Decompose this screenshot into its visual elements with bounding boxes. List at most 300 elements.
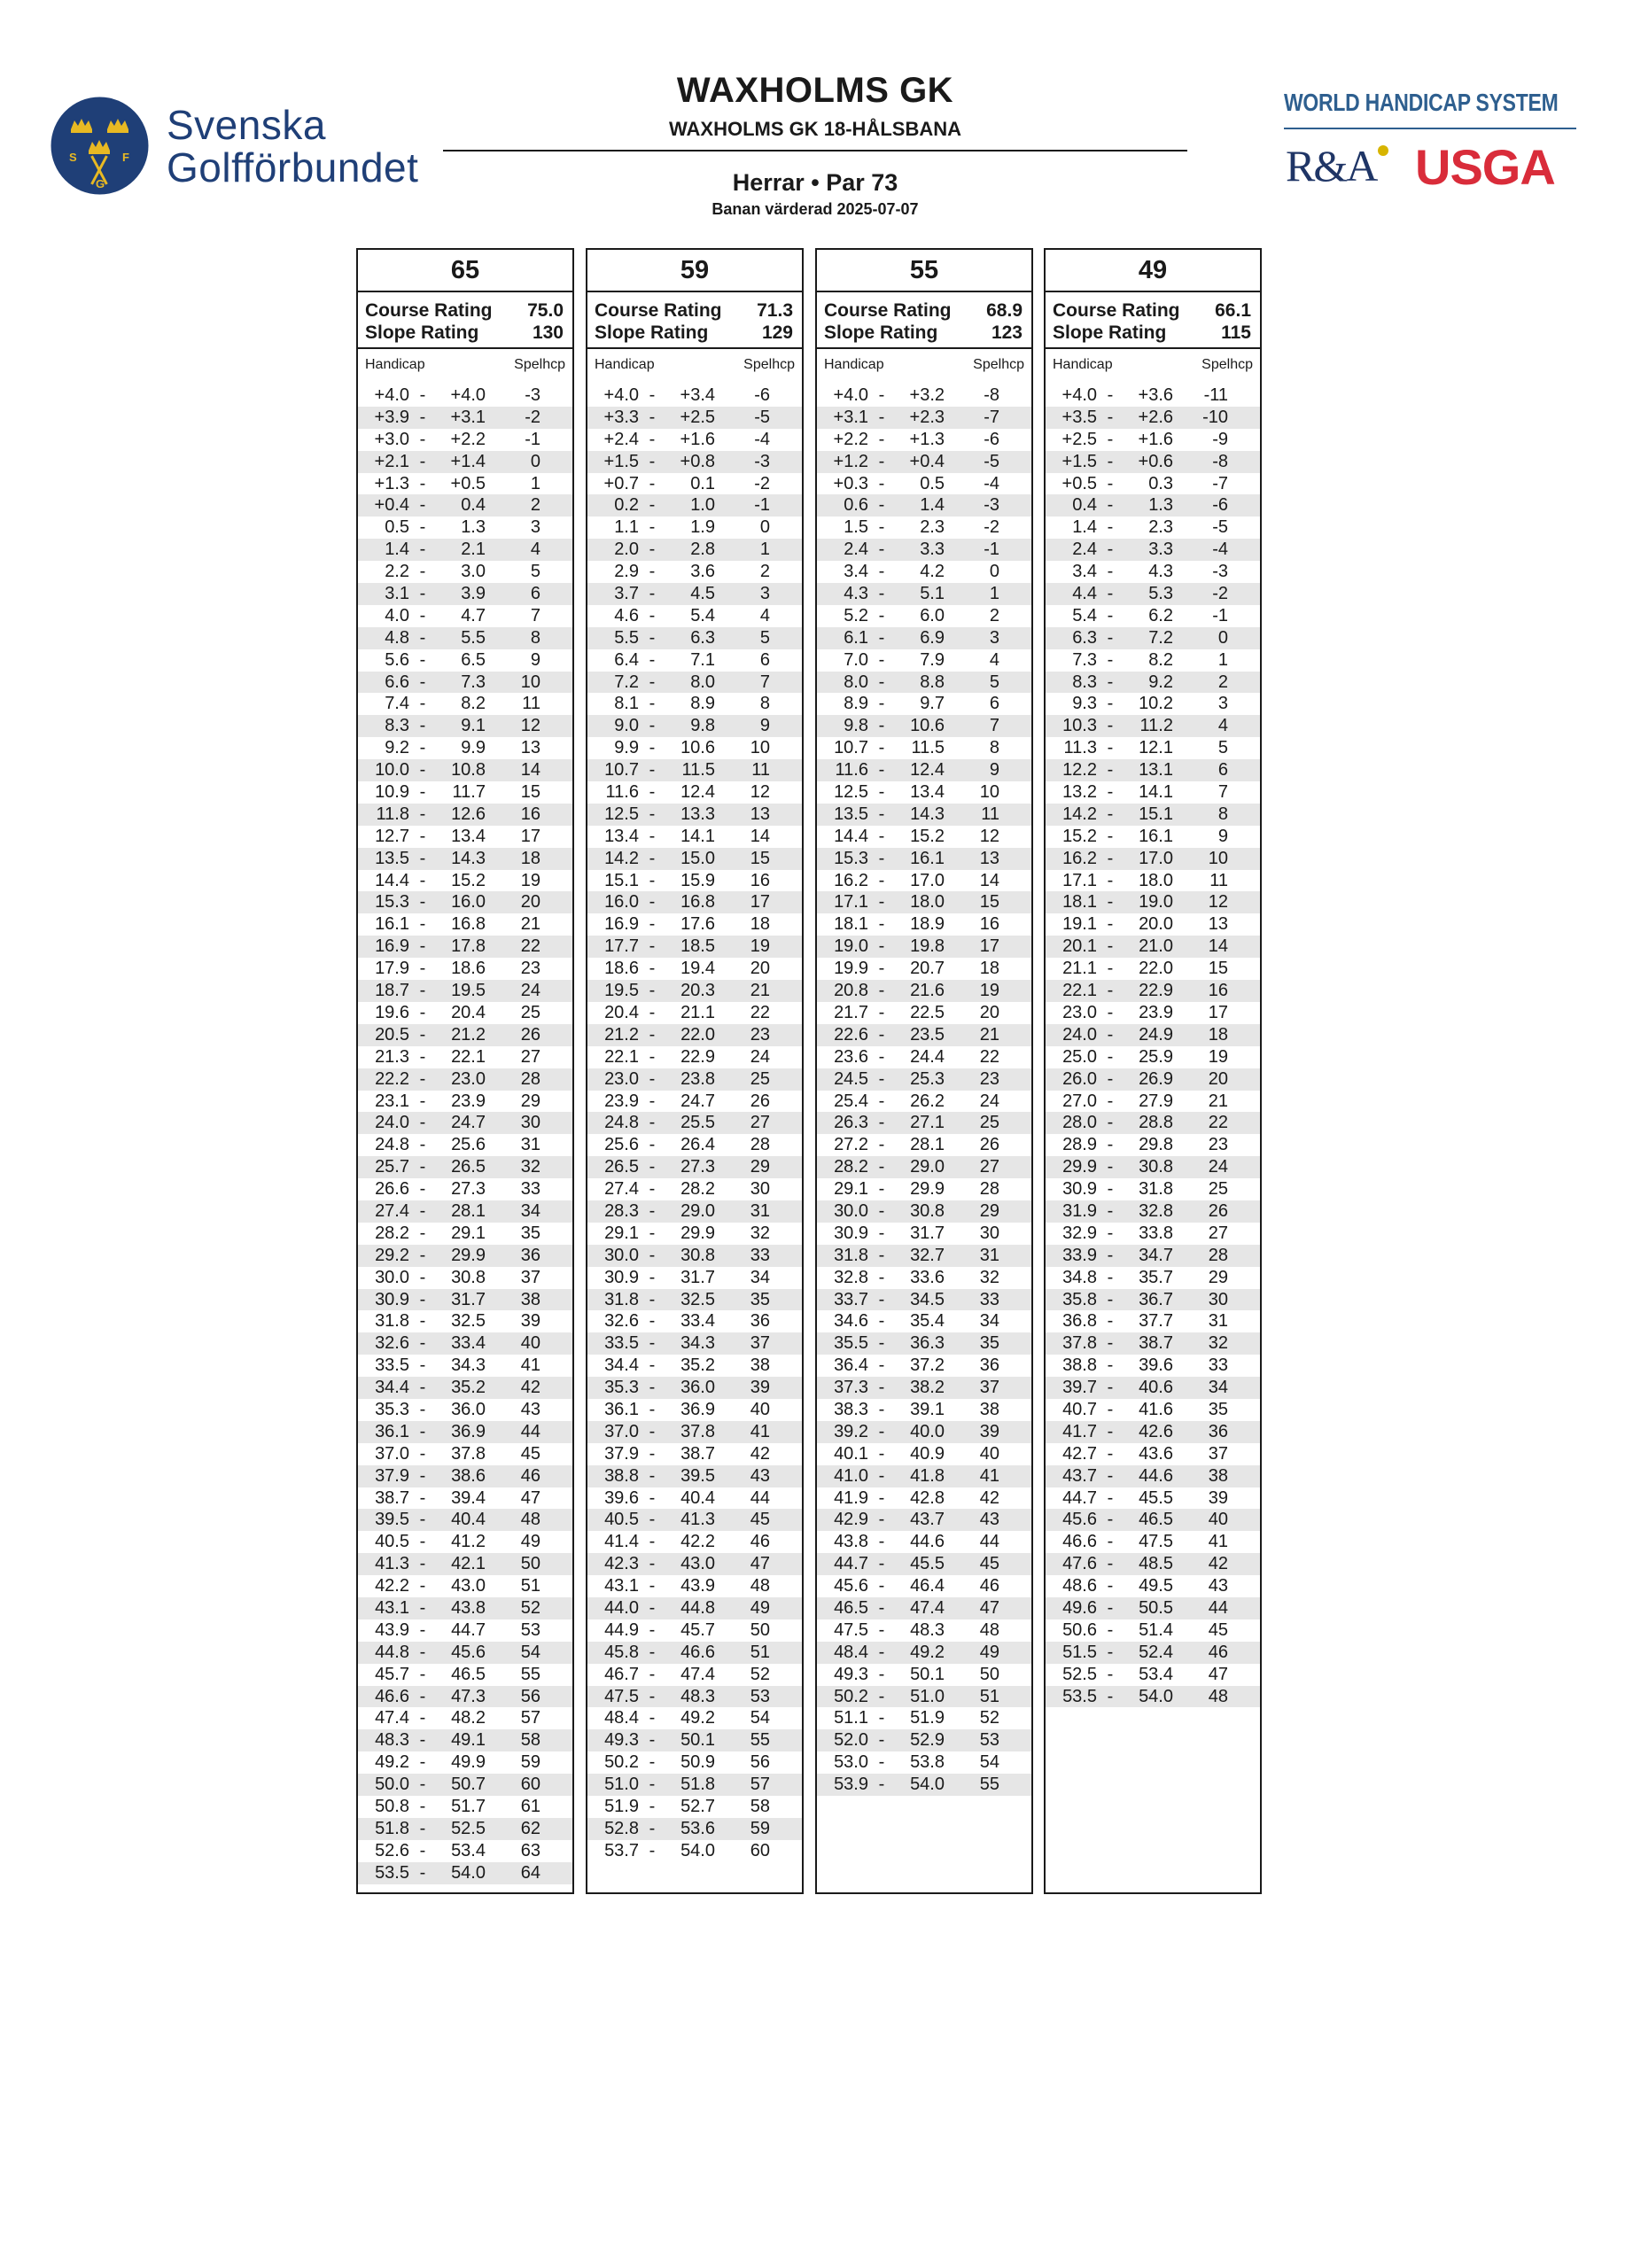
range-dash: - <box>878 517 885 538</box>
handicap-to: 41.3 <box>680 1510 715 1530</box>
table-row <box>587 1399 802 1421</box>
range-dash: - <box>649 1311 656 1332</box>
table-row <box>587 1796 802 1818</box>
playing-handicap: 35 <box>750 1289 770 1309</box>
handicap-from: 18.7 <box>375 981 409 1001</box>
handicap-to: 27.1 <box>910 1113 945 1133</box>
range-dash: - <box>649 1378 656 1398</box>
table-row <box>358 1619 572 1642</box>
table-row <box>817 1267 1031 1289</box>
handicap-to: 43.0 <box>451 1576 486 1596</box>
playing-handicap: 52 <box>979 1708 999 1728</box>
table-row <box>587 1245 802 1267</box>
range-dash: - <box>419 914 426 935</box>
range-dash: - <box>649 1532 656 1552</box>
playing-handicap: 13 <box>1208 914 1228 935</box>
playing-handicap: 52 <box>750 1664 770 1684</box>
playing-handicap: 41 <box>520 1355 540 1376</box>
handicap-from: 0.5 <box>385 517 409 538</box>
handicap-from: 5.6 <box>385 649 409 670</box>
playing-handicap: 54 <box>979 1752 999 1773</box>
table-row <box>1046 605 1260 627</box>
handicap-to: 54.0 <box>451 1862 486 1883</box>
range-dash: - <box>649 1642 656 1662</box>
handicap-to: 29.0 <box>680 1200 715 1221</box>
handicap-to: 10.8 <box>451 760 486 781</box>
playing-handicap: 7 <box>530 605 540 625</box>
handicap-to: 0.5 <box>920 473 945 493</box>
playing-handicap: 14 <box>750 826 770 846</box>
handicap-to: 53.4 <box>1139 1664 1173 1684</box>
handicap-to: 19.5 <box>451 981 486 1001</box>
range-dash: - <box>649 716 656 736</box>
table-row <box>587 1443 802 1465</box>
handicap-to: 45.6 <box>451 1642 486 1662</box>
playing-handicap: 0 <box>1217 627 1228 648</box>
handicap-to: 51.7 <box>451 1797 486 1816</box>
playing-handicap: 34 <box>979 1311 999 1332</box>
handicap-to: 43.7 <box>910 1510 945 1530</box>
range-dash: - <box>1107 672 1114 692</box>
playing-handicap: 38 <box>520 1289 540 1309</box>
playing-handicap: -7 <box>1212 473 1228 493</box>
handicap-to: 15.2 <box>451 870 486 890</box>
handicap-from: 13.5 <box>834 804 868 824</box>
table-row <box>358 693 572 715</box>
table-row <box>358 1796 572 1818</box>
range-dash: - <box>1107 716 1114 736</box>
handicap-from: 2.9 <box>614 562 639 582</box>
handicap-to: 9.8 <box>690 716 715 736</box>
handicap-to: 25.6 <box>451 1135 486 1155</box>
table-row <box>817 672 1031 694</box>
handicap-from: 4.8 <box>385 627 409 648</box>
playing-handicap: 16 <box>979 914 999 935</box>
range-dash: - <box>649 1576 656 1596</box>
range-dash: - <box>1107 1619 1114 1640</box>
range-dash: - <box>649 870 656 890</box>
table-row <box>817 1332 1031 1355</box>
handicap-from: 51.5 <box>1062 1642 1097 1662</box>
handicap-from: 10.9 <box>375 782 409 803</box>
range-dash: - <box>1107 1642 1114 1662</box>
handicap-from: 28.3 <box>604 1200 639 1221</box>
table-row <box>1046 1465 1260 1487</box>
playing-handicap: 49 <box>979 1642 999 1662</box>
range-dash: - <box>649 936 656 957</box>
handicap-from: 42.2 <box>375 1576 409 1596</box>
range-dash: - <box>878 760 885 781</box>
handicap-from: 19.1 <box>1062 914 1097 935</box>
handicap-from: 43.1 <box>604 1576 639 1596</box>
playing-handicap: 14 <box>520 760 540 781</box>
table-row <box>817 627 1031 649</box>
playing-handicap: 10 <box>979 782 999 803</box>
range-dash: - <box>649 1708 656 1728</box>
handicap-to: 19.4 <box>680 959 715 979</box>
handicap-to: 16.1 <box>910 848 945 868</box>
table-row <box>587 1091 802 1113</box>
seal-letter-g: G <box>96 177 105 190</box>
playing-handicap: -1 <box>525 429 540 449</box>
handicap-to: 37.2 <box>910 1355 945 1376</box>
playing-handicap: -10 <box>1202 407 1228 427</box>
handicap-from: 20.4 <box>604 1002 639 1022</box>
range-dash: - <box>878 1333 885 1354</box>
range-dash: - <box>1107 540 1114 560</box>
handicap-from: 13.4 <box>604 826 639 846</box>
playing-handicap: 31 <box>1208 1311 1228 1332</box>
table-row <box>358 1840 572 1862</box>
playing-handicap: 49 <box>520 1532 540 1552</box>
playing-handicap: -4 <box>1212 540 1228 560</box>
handicap-to: 40.0 <box>910 1421 945 1441</box>
table-row <box>358 1178 572 1200</box>
table-row <box>587 848 802 870</box>
handicap-from: 25.7 <box>375 1157 409 1177</box>
handicap-to: 29.0 <box>910 1157 945 1177</box>
range-dash: - <box>419 804 426 824</box>
range-dash: - <box>419 1311 426 1332</box>
course-rating-label: Course Rating <box>365 300 493 321</box>
handicap-to: 13.4 <box>910 782 945 803</box>
playing-handicap: 48 <box>520 1510 540 1530</box>
handicap-to: 22.1 <box>451 1046 486 1067</box>
table-row <box>358 1509 572 1531</box>
handicap-to: 49.2 <box>680 1708 715 1728</box>
table-row <box>817 1200 1031 1223</box>
playing-handicap: 5 <box>989 672 999 692</box>
handicap-from: 22.6 <box>834 1024 868 1045</box>
playing-handicap: 42 <box>1208 1554 1228 1574</box>
sgf-wordmark-line1: Svenska <box>167 102 326 148</box>
handicap-to: 14.3 <box>910 804 945 824</box>
handicap-to: 18.5 <box>680 936 715 957</box>
range-dash: - <box>649 1752 656 1773</box>
range-dash: - <box>878 584 885 604</box>
handicap-to: 11.7 <box>452 782 486 803</box>
handicap-from: 33.5 <box>375 1355 409 1376</box>
slope-rating-line <box>365 322 564 344</box>
range-dash: - <box>649 605 656 625</box>
table-row <box>358 891 572 913</box>
table-row <box>358 1707 572 1729</box>
handicap-to: 34.3 <box>680 1333 715 1354</box>
handicap-from: 28.2 <box>834 1157 868 1177</box>
range-dash: - <box>419 1686 426 1706</box>
playing-handicap: 20 <box>520 892 540 913</box>
table-row <box>358 1465 572 1487</box>
handicap-from: 16.0 <box>604 892 639 913</box>
handicap-to: 3.6 <box>690 562 715 582</box>
playing-handicap: 53 <box>979 1730 999 1751</box>
range-dash: - <box>878 716 885 736</box>
handicap-to: 36.7 <box>1139 1289 1173 1309</box>
playing-handicap: 2 <box>1217 672 1228 692</box>
handicap-from: 20.5 <box>375 1024 409 1045</box>
handicap-from: 49.3 <box>604 1730 639 1751</box>
table-row <box>587 1223 802 1245</box>
handicap-to: 15.0 <box>680 848 715 868</box>
playing-handicap: 36 <box>520 1245 540 1265</box>
table-row <box>817 1774 1031 1796</box>
range-dash: - <box>1107 1378 1114 1398</box>
playing-handicap-header: Spelhcp <box>973 357 1024 372</box>
ra-logo: R&A <box>1286 141 1377 190</box>
range-dash: - <box>419 1576 426 1596</box>
range-dash: - <box>1107 1443 1114 1464</box>
range-dash: - <box>649 672 656 692</box>
handicap-to: 22.0 <box>1139 959 1173 979</box>
playing-handicap: 17 <box>1208 1002 1228 1022</box>
handicap-to: 44.6 <box>910 1532 945 1552</box>
table-row <box>1046 1289 1260 1311</box>
handicap-to: 51.4 <box>1139 1619 1173 1640</box>
title-block <box>443 71 1187 219</box>
handicap-to: 29.9 <box>680 1223 715 1243</box>
handicap-to: 52.4 <box>1139 1642 1173 1662</box>
playing-handicap: 13 <box>520 738 540 758</box>
range-dash: - <box>649 1135 656 1155</box>
handicap-to: 27.3 <box>680 1157 715 1177</box>
range-dash: - <box>1107 981 1114 1001</box>
playing-handicap: 18 <box>750 914 770 935</box>
table-row <box>587 1421 802 1443</box>
table-row <box>1046 583 1260 605</box>
playing-handicap: 54 <box>750 1708 770 1728</box>
playing-handicap: 26 <box>1208 1200 1228 1221</box>
handicap-from: 33.7 <box>834 1289 868 1309</box>
handicap-to: 22.9 <box>680 1046 715 1067</box>
range-dash: - <box>1107 1333 1114 1354</box>
handicap-from: 9.3 <box>1072 694 1097 714</box>
range-dash: - <box>649 760 656 781</box>
playing-handicap: 23 <box>750 1024 770 1045</box>
table-row <box>358 1355 572 1377</box>
range-dash: - <box>649 892 656 913</box>
playing-handicap: 50 <box>979 1664 999 1684</box>
handicap-to: 0.4 <box>461 495 486 516</box>
table-row <box>587 1597 802 1619</box>
playing-handicap: 32 <box>750 1223 770 1243</box>
handicap-from: 32.6 <box>375 1333 409 1354</box>
handicap-from: 39.2 <box>834 1421 868 1441</box>
playing-handicap: 24 <box>979 1091 999 1111</box>
handicap-to: 50.9 <box>680 1752 715 1773</box>
table-row <box>358 1310 572 1332</box>
handicap-from: 41.4 <box>604 1532 639 1552</box>
handicap-to: 4.7 <box>461 605 486 625</box>
table-row <box>1046 1200 1260 1223</box>
handicap-to: 48.3 <box>910 1619 945 1640</box>
playing-handicap: 6 <box>530 584 540 604</box>
range-dash: - <box>1107 1113 1114 1133</box>
handicap-from: 35.5 <box>834 1333 868 1354</box>
range-dash: - <box>878 649 885 670</box>
handicap-to: 29.1 <box>451 1223 486 1243</box>
handicap-from: 47.5 <box>604 1686 639 1706</box>
range-dash: - <box>878 1775 885 1795</box>
range-dash: - <box>878 1487 885 1508</box>
handicap-from: 17.7 <box>604 936 639 957</box>
range-dash: - <box>1107 1002 1114 1022</box>
range-dash: - <box>878 495 885 516</box>
handicap-to: 18.0 <box>910 892 945 913</box>
playing-handicap: 25 <box>750 1068 770 1089</box>
range-dash: - <box>649 1510 656 1530</box>
table-row <box>587 627 802 649</box>
handicap-from: +4.0 <box>603 385 639 405</box>
table-row <box>1046 1509 1260 1531</box>
handicap-to: 38.7 <box>680 1443 715 1464</box>
tee-name: 59 <box>587 250 802 292</box>
handicap-from: +1.5 <box>1061 451 1097 471</box>
range-dash: - <box>1107 1399 1114 1419</box>
range-dash: - <box>1107 649 1114 670</box>
tee-name: 55 <box>817 250 1031 292</box>
playing-handicap: 50 <box>750 1619 770 1640</box>
table-row <box>817 1223 1031 1245</box>
handicap-from: 44.8 <box>375 1642 409 1662</box>
handicap-to: 5.5 <box>461 627 486 648</box>
handicap-from: 36.8 <box>1062 1311 1097 1332</box>
table-row <box>1046 715 1260 737</box>
handicap-from: 50.2 <box>834 1686 868 1706</box>
handicap-from: +0.3 <box>833 473 868 493</box>
playing-handicap: 6 <box>1217 760 1228 781</box>
playing-handicap: 63 <box>520 1840 540 1860</box>
range-dash: - <box>649 1818 656 1838</box>
table-row <box>1046 451 1260 473</box>
playing-handicap: 11 <box>522 694 540 714</box>
handicap-to: 6.5 <box>461 649 486 670</box>
playing-handicap: 29 <box>1208 1267 1228 1287</box>
table-row <box>358 1642 572 1664</box>
range-dash: - <box>1107 517 1114 538</box>
handicap-from: 8.3 <box>1072 672 1097 692</box>
handicap-to: 44.6 <box>1139 1465 1173 1486</box>
handicap-to: 53.4 <box>451 1840 486 1860</box>
handicap-from: 25.4 <box>834 1091 868 1111</box>
table-row <box>817 759 1031 781</box>
playing-handicap: -8 <box>984 385 999 405</box>
handicap-from: +1.5 <box>603 451 639 471</box>
handicap-from: 23.0 <box>604 1068 639 1089</box>
table-row <box>358 1377 572 1399</box>
handicap-from: 37.9 <box>375 1465 409 1486</box>
handicap-from: 23.6 <box>834 1046 868 1067</box>
table-row <box>817 561 1031 583</box>
table-row <box>817 1310 1031 1332</box>
handicap-to: 0.3 <box>1148 473 1173 493</box>
table-row <box>358 494 572 517</box>
handicap-from: +0.5 <box>1061 473 1097 493</box>
handicap-from: 15.2 <box>1062 826 1097 846</box>
playing-handicap: 33 <box>750 1245 770 1265</box>
range-dash: - <box>419 959 426 979</box>
handicap-from: +1.3 <box>374 473 409 493</box>
handicap-from: +3.5 <box>1061 407 1097 427</box>
range-dash: - <box>1107 782 1114 803</box>
playing-handicap: 21 <box>750 981 770 1001</box>
handicap-from: 45.6 <box>1062 1510 1097 1530</box>
playing-handicap: 34 <box>750 1267 770 1287</box>
handicap-from: 2.2 <box>385 562 409 582</box>
range-dash: - <box>1107 870 1114 890</box>
handicap-from: 5.4 <box>1072 605 1097 625</box>
handicap-to: 30.8 <box>680 1245 715 1265</box>
table-row <box>1046 1597 1260 1619</box>
handicap-to: 6.0 <box>920 605 945 625</box>
table-row <box>587 1068 802 1091</box>
handicap-to: 8.9 <box>690 694 715 714</box>
range-dash: - <box>649 1002 656 1022</box>
handicap-to: 36.3 <box>910 1333 945 1354</box>
handicap-from: 11.8 <box>376 804 409 824</box>
handicap-from: 36.4 <box>834 1355 868 1376</box>
handicap-from: +4.0 <box>1061 385 1097 405</box>
playing-handicap: 39 <box>1208 1487 1228 1508</box>
range-dash: - <box>878 672 885 692</box>
tee-table-49 <box>1044 248 1262 1894</box>
table-row <box>587 1178 802 1200</box>
handicap-to: 2.8 <box>690 540 715 560</box>
range-dash: - <box>1107 1024 1114 1045</box>
range-dash: - <box>419 1708 426 1728</box>
handicap-from: 37.8 <box>1062 1333 1097 1354</box>
playing-handicap: 37 <box>979 1378 999 1398</box>
range-dash: - <box>419 848 426 868</box>
range-dash: - <box>649 517 656 538</box>
handicap-to: +2.2 <box>450 429 486 449</box>
table-row <box>1046 980 1260 1002</box>
range-dash: - <box>419 1510 426 1530</box>
tee-ratings <box>817 292 1031 349</box>
course-rating-value: 68.9 <box>986 300 1023 321</box>
tee-ratings <box>1046 292 1260 349</box>
playing-handicap: -5 <box>984 451 999 471</box>
table-row <box>817 1487 1031 1510</box>
handicap-to: 31.7 <box>680 1267 715 1287</box>
playing-handicap: -1 <box>1212 605 1228 625</box>
playing-handicap: 29 <box>979 1200 999 1221</box>
playing-handicap: 6 <box>989 694 999 714</box>
playing-handicap: 47 <box>979 1597 999 1618</box>
range-dash: - <box>1107 826 1114 846</box>
range-dash: - <box>419 1797 426 1816</box>
range-dash: - <box>419 1068 426 1089</box>
range-dash: - <box>878 1179 885 1200</box>
table-row <box>587 870 802 892</box>
playing-handicap: 19 <box>979 981 999 1001</box>
handicap-from: 30.9 <box>604 1267 639 1287</box>
handicap-to: 29.9 <box>451 1245 486 1265</box>
playing-handicap: 55 <box>520 1664 540 1684</box>
playing-handicap: 40 <box>520 1333 540 1354</box>
handicap-to: 41.6 <box>1139 1399 1173 1419</box>
handicap-from: 4.4 <box>1072 584 1097 604</box>
handicap-from: 19.9 <box>834 959 868 979</box>
handicap-to: 37.8 <box>680 1421 715 1441</box>
range-dash: - <box>878 738 885 758</box>
handicap-from: 4.6 <box>614 605 639 625</box>
table-row <box>587 1531 802 1553</box>
playing-handicap: 34 <box>520 1200 540 1221</box>
playing-handicap: 40 <box>979 1443 999 1464</box>
range-dash: - <box>649 981 656 1001</box>
handicap-from: 11.6 <box>605 782 639 803</box>
playing-handicap: 7 <box>1217 782 1228 803</box>
